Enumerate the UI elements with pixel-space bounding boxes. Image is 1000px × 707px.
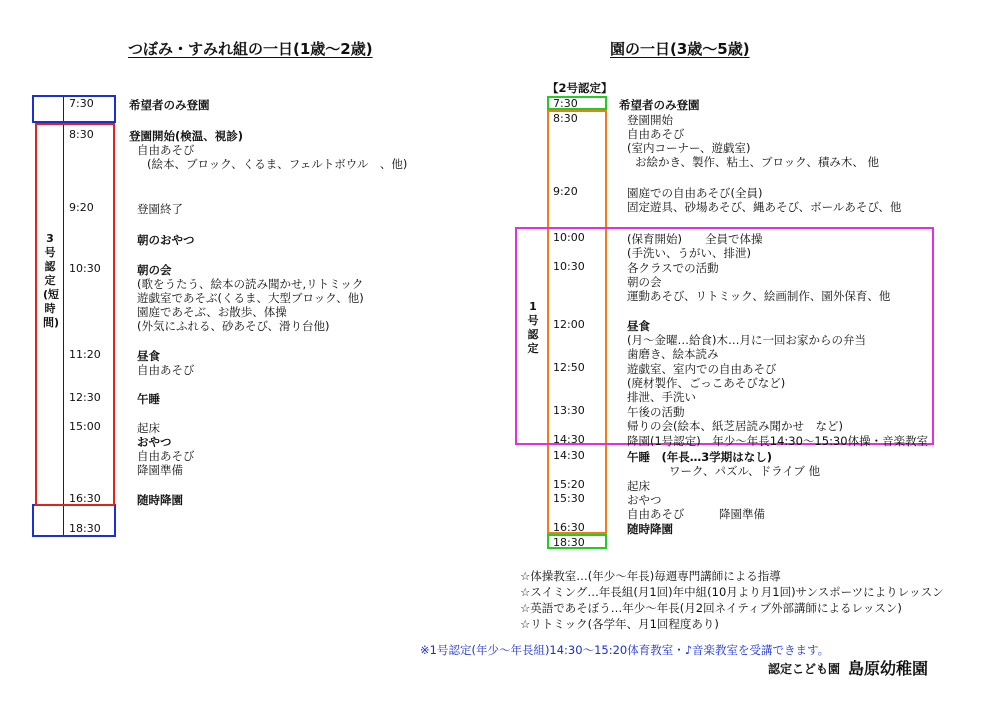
right-item: 歯磨き、絵本読み — [627, 347, 719, 361]
left-side-label: 3号認定(短時間) — [43, 232, 60, 329]
left-item: 自由あそび — [137, 363, 195, 377]
left-item: 園庭であそぶ、お散歩、体操 — [137, 305, 287, 319]
left-time: 16:30 — [69, 492, 101, 505]
right-item: 運動あそび、リトミック、絵画制作、園外保育、他 — [627, 289, 891, 303]
right-item: 各クラスでの活動 — [627, 261, 719, 275]
right-time: 8:30 — [553, 112, 578, 125]
right-item: 自由あそび — [627, 127, 685, 141]
right-item: (保育開始) 全員で体操 — [627, 232, 763, 246]
footnote: ※1号認定(年少〜年長組)14:30〜15:20体育教室・♪音楽教室を受講できます。 — [420, 643, 830, 657]
left-item: 午睡 — [137, 392, 160, 406]
right-time: 7:30 — [553, 97, 578, 110]
left-item: 昼食 — [137, 349, 160, 363]
left-time: 7:30 — [69, 97, 94, 110]
left-time: 11:20 — [69, 348, 101, 361]
left-item: 登園開始(検温、視診) — [129, 129, 244, 143]
right-item: 希望者のみ登園 — [619, 98, 700, 112]
left-item: (歌をうたう、絵本の読み聞かせ,リトミック — [137, 277, 364, 291]
right-time: 15:20 — [553, 478, 585, 491]
note-item: ☆体操教室…(年少〜年長)毎週専門講師による指導 — [520, 569, 781, 583]
left-time: 8:30 — [69, 128, 94, 141]
right-title: 園の一日(3歳〜5歳) — [610, 40, 750, 58]
left-item: (絵本、ブロック、くるま、フェルトボウル 、他) — [147, 157, 408, 171]
left-time: 10:30 — [69, 262, 101, 275]
right-time: 10:30 — [553, 260, 585, 273]
right-item: 午睡 (年長…3学期はなし) — [627, 450, 773, 464]
note-item: ☆リトミック(各学年、月1回程度あり) — [520, 617, 719, 631]
left-time: 12:30 — [69, 391, 101, 404]
right-time: 16:30 — [553, 521, 585, 534]
right-time: 12:00 — [553, 318, 585, 331]
right-item: 固定遊具、砂場あそび、縄あそび、ボールあそび、他 — [627, 200, 902, 214]
left-item: 降園準備 — [137, 463, 183, 477]
note-item: ☆スイミング…年長組(月1回)年中組(10月より月1回)サンスポーツによりレッスン — [520, 585, 944, 599]
left-title: つぼみ・すみれ組の一日(1歳〜2歳) — [128, 40, 373, 58]
right-time: 9:20 — [553, 185, 578, 198]
left-item: おやつ — [137, 435, 172, 449]
right-item: (手洗い、うがい、排泄) — [627, 246, 751, 260]
left-item: 随時降園 — [137, 493, 183, 507]
right-item: 随時降園 — [627, 522, 673, 536]
right-item: (室内コーナー、遊戯室) — [627, 141, 751, 155]
left-item: 登園終了 — [137, 202, 183, 216]
right-item: 起床 — [627, 479, 650, 493]
left-item: 起床 — [137, 421, 160, 435]
left-item: 朝の会 — [137, 263, 172, 277]
school-prefix: 認定こども園 — [768, 662, 841, 676]
school-name: 島原幼稚園 — [848, 659, 929, 678]
right-item: 園庭での自由あそび(全員) — [627, 186, 763, 200]
right-item: 自由あそび 降園準備 — [627, 507, 765, 521]
right-item: (廃材製作、ごっこあそびなど) — [627, 376, 786, 390]
left-time: 9:20 — [69, 201, 94, 214]
left-time: 18:30 — [69, 522, 101, 535]
right-time: 12:50 — [553, 361, 585, 374]
right-time: 10:00 — [553, 231, 585, 244]
right-item: 朝の会 — [627, 275, 662, 289]
right-item: 帰りの会(絵本、紙芝居読み聞かせ など) — [627, 419, 843, 433]
right-time: 14:30 — [553, 449, 585, 462]
right-item: 排泄、手洗い — [627, 390, 696, 404]
right-item: お絵かき、製作、粘土、ブロック、積み木、 他 — [635, 155, 880, 169]
certification-badge: 【2号認定】 — [547, 81, 613, 95]
right-item: 昼食 — [627, 319, 650, 333]
right-item: 午後の活動 — [627, 405, 685, 419]
right-item: おやつ — [627, 493, 662, 507]
right-item: ワーク、パズル、ドライブ 他 — [669, 464, 821, 478]
note-item: ☆英語であそぼう…年少〜年長(月2回ネイティブ外部講師によるレッスン) — [520, 601, 902, 615]
left-time: 15:00 — [69, 420, 101, 433]
right-time: 15:30 — [553, 492, 585, 505]
left-item: 自由あそび — [137, 449, 195, 463]
left-item: 希望者のみ登園 — [129, 98, 210, 112]
right-item: 降園(1号認定) 年少〜年長14:30〜15:30体操・音楽教室 — [627, 434, 929, 448]
right-item: 登園開始 — [627, 113, 673, 127]
right-time: 18:30 — [553, 536, 585, 549]
right-item: 遊戯室、室内での自由あそび — [627, 362, 777, 376]
left-item: 自由あそび — [137, 143, 195, 157]
left-item: 朝のおやつ — [137, 233, 195, 247]
right-side-label: 1号認定 — [527, 300, 539, 355]
right-time: 14:30 — [553, 433, 585, 446]
left-item: (外気にふれる、砂あそび、滑り台他) — [137, 319, 330, 333]
left-item: 遊戯室であそぶ(くるま、大型ブロック、他) — [137, 291, 364, 305]
right-time: 13:30 — [553, 404, 585, 417]
right-item: (月〜金曜…給食)木…月に一回お家からの弁当 — [627, 333, 866, 347]
